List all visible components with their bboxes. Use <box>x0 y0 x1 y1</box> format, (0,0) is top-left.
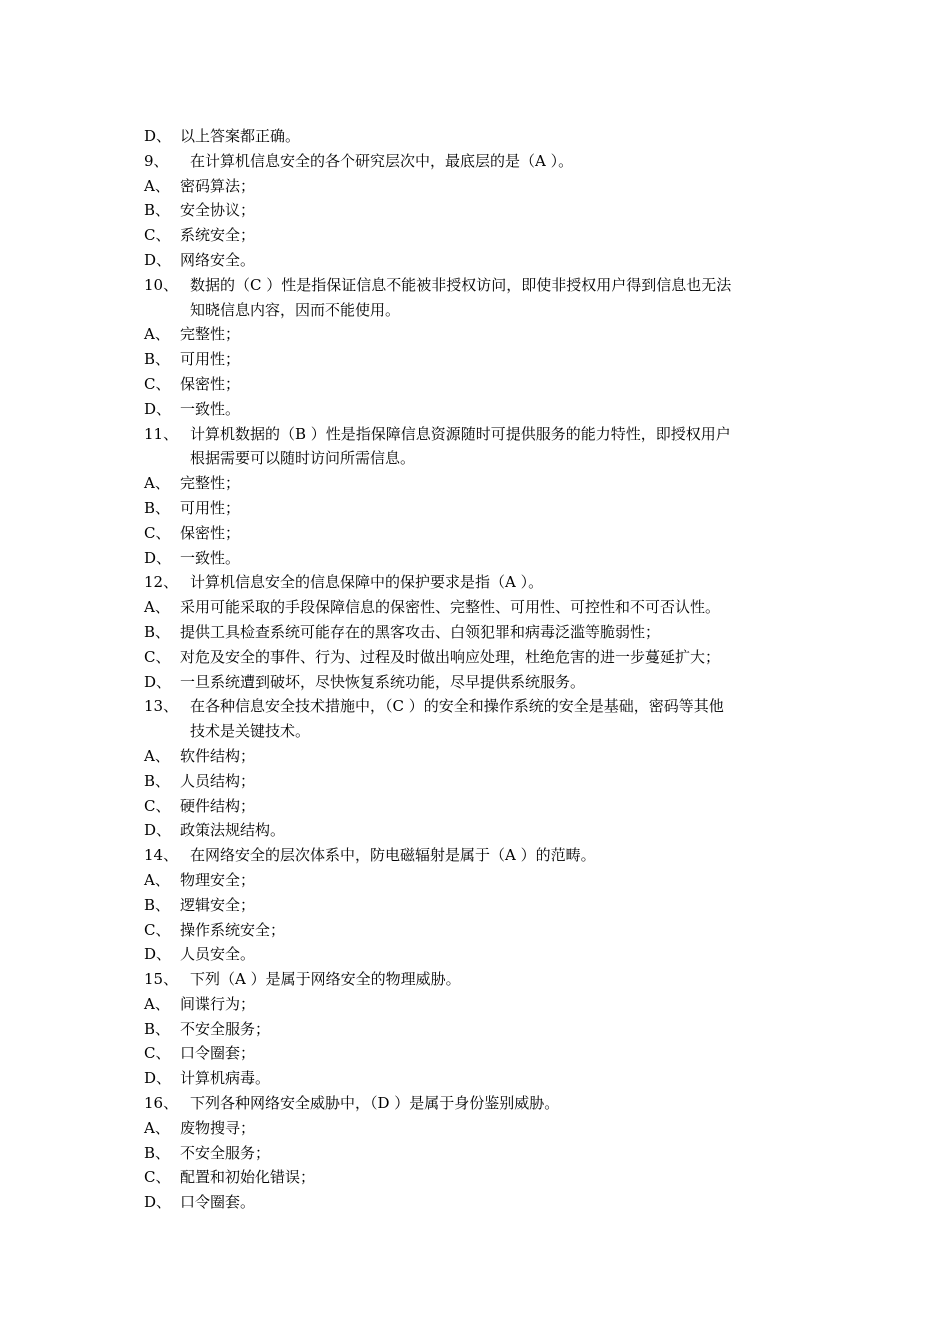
option-text: 物理安全； <box>180 870 256 889</box>
option-text: 软件结构； <box>180 746 256 765</box>
question-number: 14、 <box>144 846 179 865</box>
option-line <box>144 670 814 695</box>
option-text: 系统安全； <box>180 226 256 245</box>
question-line <box>144 570 814 595</box>
option-line <box>144 645 814 670</box>
question-text: 数据的（C ）性是指保证信息不能被非授权访问，即使非授权用户得到信息也无法 <box>190 275 732 294</box>
option-line <box>144 1066 814 1091</box>
option-label: B、 <box>144 1019 171 1038</box>
option-text: 可用性； <box>180 498 241 517</box>
question-text: 在各种信息安全技术措施中，（C ）的安全和操作系统的安全是基础，密码等其他 <box>190 697 724 716</box>
option-label: D、 <box>144 1193 172 1212</box>
question-number: 13、 <box>144 697 179 716</box>
option-text: 操作系统安全； <box>180 920 286 939</box>
option-label: C、 <box>144 920 171 939</box>
question-text: 下列（A ）是属于网络安全的物理威胁。 <box>190 970 461 989</box>
option-line <box>144 744 814 769</box>
question-number: 16、 <box>144 1094 179 1113</box>
option-line <box>144 620 814 645</box>
option-text: 口令圈套。 <box>180 1193 256 1212</box>
option-text: 可用性； <box>180 350 241 369</box>
option-text: 人员结构； <box>180 771 256 790</box>
option-label: A、 <box>144 870 170 889</box>
option-text: 一旦系统遭到破坏，尽快恢复系统功能，尽早提供系统服务。 <box>180 672 586 691</box>
option-label: B、 <box>144 350 171 369</box>
option-label: C、 <box>144 1168 171 1187</box>
option-line <box>144 1141 814 1166</box>
option-text: 安全协议； <box>180 201 256 220</box>
option-label: D、 <box>144 672 172 691</box>
option-line <box>144 918 814 943</box>
option-text: 提供工具检查系统可能存在的黑客攻击、白领犯罪和病毒泛滥等脆弱性； <box>180 622 661 641</box>
option-line <box>144 794 814 819</box>
question-continuation-line <box>144 298 814 323</box>
option-label: C、 <box>144 1044 171 1063</box>
option-label: A、 <box>144 1118 170 1137</box>
option-line <box>144 174 814 199</box>
option-text: 政策法规结构。 <box>180 821 286 840</box>
question-text: 技术是关键技术。 <box>190 722 311 741</box>
option-line <box>144 198 814 223</box>
option-label: B、 <box>144 1143 171 1162</box>
option-text: 网络安全。 <box>180 250 256 269</box>
option-line <box>144 496 814 521</box>
option-label: C、 <box>144 647 171 666</box>
option-line <box>144 868 814 893</box>
option-label: B、 <box>144 498 171 517</box>
option-label: B、 <box>144 201 171 220</box>
option-text: 完整性； <box>180 325 241 344</box>
option-text: 逻辑安全； <box>180 895 256 914</box>
question-line <box>144 1091 814 1116</box>
option-line <box>144 546 814 571</box>
question-number: 11、 <box>144 424 179 443</box>
question-line <box>144 843 814 868</box>
option-line <box>144 1165 814 1190</box>
option-text: 口令圈套； <box>180 1044 256 1063</box>
question-number: 9、 <box>144 151 169 170</box>
option-line <box>144 942 814 967</box>
option-text: 不安全服务； <box>180 1143 271 1162</box>
question-number: 10、 <box>144 275 179 294</box>
option-line <box>144 347 814 372</box>
question-continuation-line <box>144 446 814 471</box>
option-label: B、 <box>144 622 171 641</box>
option-label: B、 <box>144 895 171 914</box>
question-text: 计算机数据的（B ）性是指保障信息资源随时可提供服务的能力特性，即授权用户 <box>190 424 731 443</box>
option-line <box>144 1041 814 1066</box>
option-label: C、 <box>144 226 171 245</box>
option-text: 计算机病毒。 <box>180 1069 271 1088</box>
question-text: 根据需要可以随时访问所需信息。 <box>190 449 416 468</box>
option-line <box>144 1017 814 1042</box>
question-number: 12、 <box>144 573 179 592</box>
question-text: 下列各种网络安全威胁中，（D ）是属于身份鉴别威胁。 <box>190 1094 560 1113</box>
option-line <box>144 1116 814 1141</box>
option-label: C、 <box>144 523 171 542</box>
option-line <box>144 322 814 347</box>
question-text: 在计算机信息安全的各个研究层次中，最底层的是（A ）。 <box>190 151 574 170</box>
option-text: 保密性； <box>180 374 241 393</box>
option-text: 人员安全。 <box>180 945 256 964</box>
option-label: A、 <box>144 474 170 493</box>
option-text: 一致性。 <box>180 399 241 418</box>
question-text: 知晓信息内容，因而不能使用。 <box>190 300 401 319</box>
option-text: 废物搜寻； <box>180 1118 256 1137</box>
question-line <box>144 149 814 174</box>
option-label: D、 <box>144 1069 172 1088</box>
option-label: D、 <box>144 548 172 567</box>
option-line <box>144 248 814 273</box>
option-line <box>144 521 814 546</box>
option-text: 对危及安全的事件、行为、过程及时做出响应处理，杜绝危害的进一步蔓延扩大； <box>180 647 721 666</box>
option-text: 完整性； <box>180 474 241 493</box>
option-label: D、 <box>144 399 172 418</box>
option-label: A、 <box>144 176 170 195</box>
option-label: B、 <box>144 771 171 790</box>
option-line <box>144 992 814 1017</box>
option-line <box>144 223 814 248</box>
option-line <box>144 471 814 496</box>
question-continuation-line <box>144 719 814 744</box>
option-label: A、 <box>144 325 170 344</box>
option-label: D、 <box>144 250 172 269</box>
option-text: 硬件结构； <box>180 796 256 815</box>
option-line <box>144 595 814 620</box>
option-line <box>144 818 814 843</box>
question-text: 在网络安全的层次体系中，防电磁辐射是属于（A ）的范畴。 <box>190 846 596 865</box>
question-line <box>144 273 814 298</box>
option-line <box>144 893 814 918</box>
question-number: 15、 <box>144 970 179 989</box>
option-text: 以上答案都正确。 <box>180 127 301 145</box>
option-line <box>144 124 814 149</box>
option-label: D、 <box>144 127 172 145</box>
option-text: 一致性。 <box>180 548 241 567</box>
option-text: 采用可能采取的手段保障信息的保密性、完整性、可用性、可控性和不可否认性。 <box>180 598 721 617</box>
question-line <box>144 422 814 447</box>
option-text: 不安全服务； <box>180 1019 271 1038</box>
option-label: C、 <box>144 796 171 815</box>
question-line <box>144 967 814 992</box>
option-label: D、 <box>144 821 172 840</box>
option-line <box>144 372 814 397</box>
option-label: D、 <box>144 945 172 964</box>
option-label: A、 <box>144 746 170 765</box>
option-line <box>144 1190 814 1215</box>
option-text: 保密性； <box>180 523 241 542</box>
question-list <box>144 124 814 1215</box>
option-label: C、 <box>144 374 171 393</box>
option-line <box>144 397 814 422</box>
option-text: 密码算法； <box>180 176 256 195</box>
option-text: 间谍行为； <box>180 994 256 1013</box>
option-label: A、 <box>144 598 170 617</box>
question-text: 计算机信息安全的信息保障中的保护要求是指（A ）。 <box>190 573 544 592</box>
question-line <box>144 694 814 719</box>
option-line <box>144 769 814 794</box>
option-text: 配置和初始化错误； <box>180 1168 316 1187</box>
option-label: A、 <box>144 994 170 1013</box>
